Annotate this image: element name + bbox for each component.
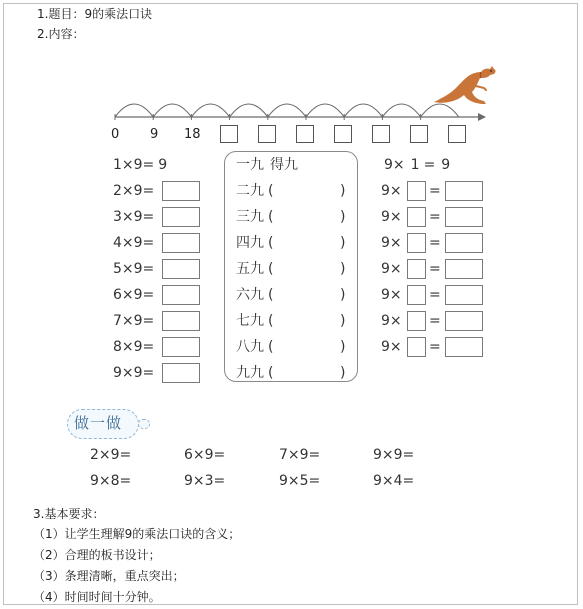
mnemonic-row: 二九 (	[236, 183, 274, 199]
equals-sign: =	[429, 287, 441, 303]
mnemonic-close: )	[340, 183, 346, 199]
mnemonic-close: )	[340, 365, 346, 381]
mnemonic-row: 七九 (	[236, 313, 274, 329]
factor-box[interactable]	[407, 233, 426, 253]
jump-arc	[153, 104, 191, 117]
mnemonic-row: 八九 (	[236, 339, 274, 355]
practice-item: 9×3=	[184, 473, 226, 489]
answer-box[interactable]	[162, 285, 200, 305]
factor-box[interactable]	[407, 207, 426, 227]
practice-item: 7×9=	[279, 447, 321, 463]
practice-item: 2×9=	[90, 447, 132, 463]
number-line-blank[interactable]	[448, 125, 466, 143]
mnemonic-row: 五九 (	[236, 261, 274, 277]
equals-sign: =	[429, 209, 441, 225]
mnemonic-row: 三九 (	[236, 209, 274, 225]
jump-arc	[115, 104, 153, 117]
mnemonic-close: )	[340, 339, 346, 355]
mnemonic-close: )	[340, 313, 346, 329]
practice-item: 9×8=	[90, 473, 132, 489]
kangaroo-icon	[430, 62, 504, 108]
factor-box[interactable]	[407, 259, 426, 279]
equals-sign: =	[429, 313, 441, 329]
jump-arc	[230, 104, 268, 117]
mnemonic-row: 六九 (	[236, 287, 274, 303]
answer-box[interactable]	[445, 259, 483, 279]
factor-box[interactable]	[407, 337, 426, 357]
answer-box[interactable]	[162, 363, 200, 383]
answer-box[interactable]	[445, 311, 483, 331]
mnemonic-row: 九九 (	[236, 365, 274, 381]
content-label: 2.内容：	[37, 27, 85, 41]
requirement-item: （4）时间时间十分钟。	[33, 590, 161, 604]
number-line-label-0: 0	[111, 127, 120, 142]
formula-right-prefix: 9×	[381, 287, 402, 303]
number-line-blank[interactable]	[296, 125, 314, 143]
practice-badge-text: 做一做	[74, 414, 123, 432]
jump-arc	[306, 104, 344, 117]
practice-item: 9×9=	[373, 447, 415, 463]
factor-box[interactable]	[407, 181, 426, 201]
answer-box[interactable]	[162, 207, 200, 227]
answer-box[interactable]	[445, 181, 483, 201]
equals-sign: =	[429, 261, 441, 277]
formula-right-prefix: 9×	[381, 339, 402, 355]
jump-arc	[382, 104, 420, 117]
answer-box[interactable]	[162, 311, 200, 331]
formula-right-prefix: 9×	[381, 209, 402, 225]
mnemonic-row: 一九 得九	[236, 157, 298, 173]
mnemonic-close: )	[340, 209, 346, 225]
practice-item: 9×5=	[279, 473, 321, 489]
number-line-label-9: 9	[150, 127, 159, 142]
number-line-blank[interactable]	[334, 125, 352, 143]
requirement-item: （2）合理的板书设计；	[33, 548, 161, 562]
requirements-heading: 3.基本要求：	[33, 507, 105, 521]
number-line-blank[interactable]	[372, 125, 390, 143]
formula-left: 2×9=	[113, 183, 155, 199]
answer-box[interactable]	[445, 233, 483, 253]
formula-left: 4×9=	[113, 235, 155, 251]
formula-left: 6×9=	[113, 287, 155, 303]
formula-answer: 9	[158, 157, 168, 173]
formula-left: 5×9=	[113, 261, 155, 277]
jump-arc	[344, 104, 382, 117]
answer-box[interactable]	[445, 285, 483, 305]
mnemonic-close: )	[340, 287, 346, 303]
answer-box[interactable]	[445, 337, 483, 357]
number-line-blank[interactable]	[220, 125, 238, 143]
equals-sign: =	[429, 339, 441, 355]
requirement-item: （1）让学生理解9的乘法口诀的含义；	[33, 527, 241, 541]
formula-left: 9×9=	[113, 365, 155, 381]
mnemonic-row: 四九 (	[236, 235, 274, 251]
number-line-blank[interactable]	[258, 125, 276, 143]
factor-box[interactable]	[407, 285, 426, 305]
formula-right-prefix: 9×	[381, 183, 402, 199]
practice-item: 6×9=	[184, 447, 226, 463]
badge-tail	[138, 419, 150, 429]
arrow-right-icon	[478, 113, 486, 121]
answer-box[interactable]	[162, 337, 200, 357]
answer-box[interactable]	[445, 207, 483, 227]
formula-left: 3×9=	[113, 209, 155, 225]
practice-item: 9×4=	[373, 473, 415, 489]
formula-right-prefix: 9×	[381, 313, 402, 329]
jump-arc	[191, 104, 229, 117]
formula-left: 1×9= 9	[113, 157, 168, 173]
answer-box[interactable]	[162, 181, 200, 201]
number-line-label-18: 18	[184, 127, 201, 142]
formula-right-prefix: 9×	[381, 235, 402, 251]
mnemonic-close: )	[340, 235, 346, 251]
formula-right-first: 9× 1 = 9	[384, 157, 451, 173]
formula-right-prefix: 9×	[381, 261, 402, 277]
factor-box[interactable]	[407, 311, 426, 331]
title-line: 1.题目：9的乘法口诀	[37, 7, 153, 21]
formula-left: 8×9=	[113, 339, 155, 355]
answer-box[interactable]	[162, 233, 200, 253]
requirement-item: （3）条理清晰，重点突出；	[33, 569, 185, 583]
equals-sign: =	[429, 235, 441, 251]
jump-arc	[268, 104, 306, 117]
number-line-blank[interactable]	[410, 125, 428, 143]
mnemonic-close: )	[340, 261, 346, 277]
answer-box[interactable]	[162, 259, 200, 279]
equals-sign: =	[429, 183, 441, 199]
formula-left: 7×9=	[113, 313, 155, 329]
